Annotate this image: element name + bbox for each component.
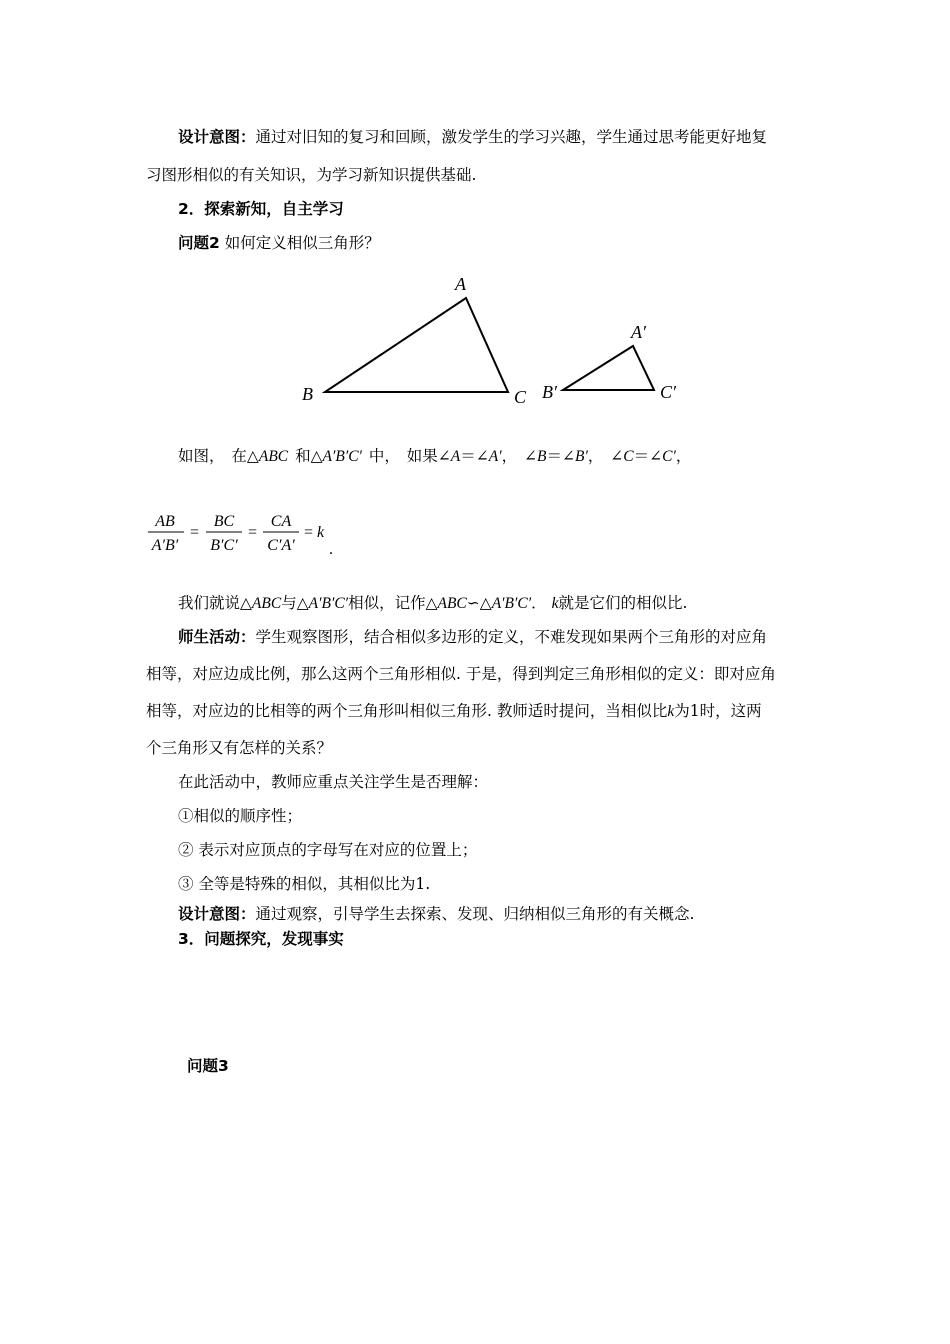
equals-3: = <box>304 524 314 541</box>
concl-text-4: ∽△ <box>466 594 492 612</box>
frac2-numerator: BC <box>213 513 235 530</box>
label-b: B <box>302 384 313 404</box>
label-a: A <box>455 274 466 294</box>
concl-abc-2: ABC <box>437 595 467 612</box>
cond-angle-b-prime: B′ <box>575 448 588 465</box>
focus-item-3: ③ 全等是特殊的相似，其相似比为1. <box>178 875 431 893</box>
design-intent-line2: 习图形相似的有关知识，为学习新知识提供基础. <box>146 166 477 184</box>
focus-item-2: ② 表示对应顶点的字母写在对应的位置上； <box>178 841 478 859</box>
focus-item-1: ①相似的顺序性； <box>178 807 303 825</box>
cond-angle-a-prime: A′ <box>488 448 502 465</box>
concl-abc: ABC <box>251 595 282 612</box>
activity-k: k <box>667 703 675 720</box>
similar-triangles-figure <box>0 270 950 410</box>
frac3-denominator: C′A′ <box>267 537 295 554</box>
concl-text-5: ． <box>531 594 547 612</box>
triangle-abc <box>325 298 508 392</box>
label-c-prime: C′ <box>660 382 676 402</box>
cond-text-6: ＝∠ <box>546 447 576 465</box>
frac2-denominator: B′C′ <box>210 537 238 554</box>
label-c: C <box>514 387 527 407</box>
frac1-denominator: A′B′ <box>151 537 179 554</box>
cond-text-9: ， <box>675 447 692 465</box>
section-heading-3: 3．问题探究，发现事实 <box>178 930 344 948</box>
concl-text-1: 我们就说△ <box>178 594 252 612</box>
concl-abc-prime: A′B′C′ <box>308 595 349 612</box>
frac3-numerator: CA <box>270 513 292 530</box>
cond-text-5: ， ∠ <box>501 447 538 465</box>
similarity-conclusion <box>178 593 687 614</box>
cond-text-4: ＝∠ <box>460 447 489 465</box>
similarity-condition <box>178 446 691 467</box>
activity-text-1: 学生观察图形，结合相似多边形的定义，不难发现如果两个三角形的对应角 <box>255 628 768 646</box>
design-intent-label: 设计意图： <box>178 128 256 146</box>
formula-period: . <box>329 541 333 558</box>
question-3-label: 问题3 <box>187 1057 229 1075</box>
activity-text-3b: 为1时，这两 <box>674 702 762 720</box>
ratio-formula <box>146 510 346 560</box>
cond-text-7: ， ∠ <box>587 447 624 465</box>
concl-text-2: 与△ <box>281 594 309 612</box>
cond-text-3: 中， 如果∠ <box>361 447 451 465</box>
design-intent-text: 通过对旧知的复习和回顾，激发学生的学习兴趣，学生通过思考能更好地复 <box>255 128 768 146</box>
equals-2: = <box>248 524 258 541</box>
activity-line2: 相等，对应边成比例，那么这两个三角形相似. 于是，得到判定三角形相似的定义：即对应角 <box>146 665 776 683</box>
frac1-numerator: AB <box>155 513 175 530</box>
activity-text-3a: 相等，对应边的比相等的两个三角形叫相似三角形. 教师适时提问，当相似比 <box>146 702 668 720</box>
design-intent-line1 <box>178 127 767 147</box>
design-intent-2-label: 设计意图： <box>178 905 256 923</box>
concl-text-3: 相似，记作△ <box>348 594 438 612</box>
activity-label: 师生活动： <box>178 628 256 646</box>
cond-angle-c-prime: C′ <box>662 448 676 465</box>
cond-abc-prime: A′B′C′ <box>322 448 362 465</box>
cond-text-8: ＝∠ <box>633 447 663 465</box>
design-intent-2 <box>178 904 694 924</box>
equals-1: = <box>190 524 200 541</box>
activity-line3 <box>146 701 762 722</box>
cond-angle-b: B <box>537 448 547 465</box>
cond-text-2: 和△ <box>288 447 323 465</box>
cond-angle-c: C <box>623 448 634 465</box>
question-2 <box>178 233 380 253</box>
triangle-a2b2c2 <box>563 346 654 390</box>
concl-abc-prime-2: A′B′C′ <box>491 595 532 612</box>
design-intent-2-text: 通过观察，引导学生去探索、发现、归纳相似三角形的有关概念. <box>255 905 695 923</box>
label-a-prime: A′ <box>631 322 646 342</box>
cond-abc: ABC <box>258 448 289 465</box>
section-heading-2: 2．探索新知，自主学习 <box>178 200 344 218</box>
question-2-label: 问题2 <box>178 234 220 252</box>
concl-text-6: 就是它们的相似比. <box>558 594 688 612</box>
activity-line4: 个三角形又有怎样的关系？ <box>146 739 333 757</box>
cond-angle-a: A <box>450 448 461 465</box>
label-b-prime: B′ <box>542 382 557 402</box>
ratio-k: k <box>317 524 325 541</box>
concl-k: k <box>551 595 559 612</box>
cond-text-1: 如图， 在△ <box>178 447 259 465</box>
question-2-text: 如何定义相似三角形？ <box>224 234 380 252</box>
activity-line1 <box>178 627 767 647</box>
focus-intro: 在此活动中，教师应重点关注学生是否理解： <box>178 773 489 791</box>
